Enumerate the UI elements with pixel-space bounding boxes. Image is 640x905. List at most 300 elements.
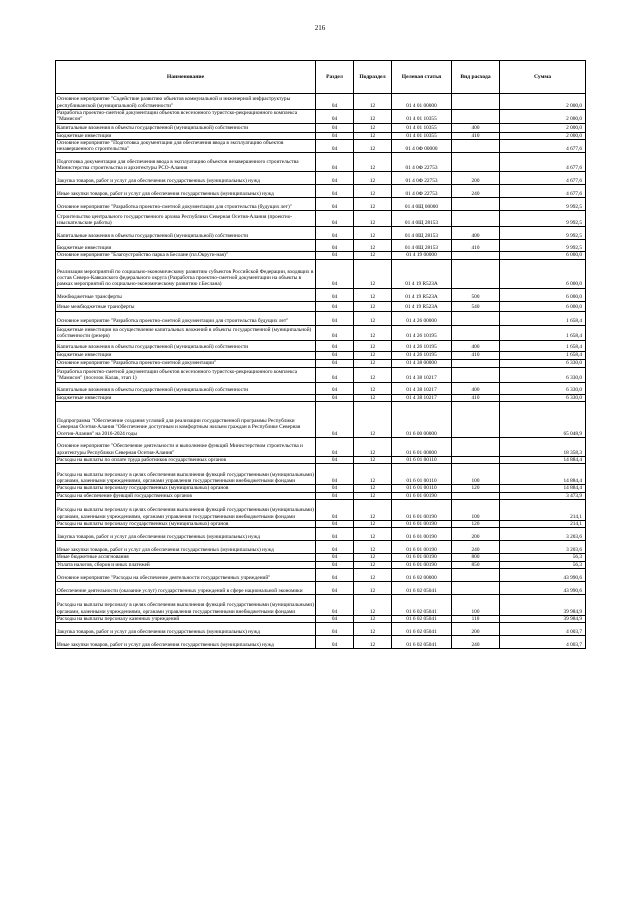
cell-razdel: 04 (316, 311, 354, 325)
cell-sum: 9 992,5 (500, 240, 586, 252)
cell-podrazdel: 12 (354, 402, 392, 438)
table-row (56, 110, 586, 124)
cell-expense-type (452, 311, 500, 325)
cell-target-article: 01 6 01 00110 (392, 485, 452, 492)
cell-target-article: 01 4 0Ф 00000 (392, 139, 452, 153)
cell-razdel: 04 (316, 301, 354, 311)
cell-expense-type (452, 492, 500, 499)
table-row (56, 594, 586, 615)
table-row (56, 528, 586, 541)
cell-sum: 6 330,0 (500, 382, 586, 394)
cell-razdel: 04 (316, 581, 354, 594)
cell-sum: 43 990,6 (500, 581, 586, 594)
cell-sum: 6 330,0 (500, 359, 586, 367)
page-number: 216 (314, 24, 326, 32)
cell-podrazdel: 12 (354, 301, 392, 311)
cell-sum: 214,1 (500, 520, 586, 527)
cell-name: Уплата налогов, сборов и иных платежей (56, 561, 316, 568)
cell-name: Бюджетные инвестиции (56, 394, 316, 401)
cell-expense-type: 120 (452, 520, 500, 527)
cell-name: Основное мероприятие "Благоустройство парка в Беслане (пл.Округи-ная)" (56, 252, 316, 259)
cell-razdel: 04 (316, 367, 354, 382)
cell-podrazdel: 12 (354, 172, 392, 185)
cell-name: Иные межбюджетные трансферты (56, 301, 316, 311)
header-name: Наименование (56, 61, 316, 94)
table-row (56, 185, 586, 198)
cell-target-article: 01 4 26 00000 (392, 311, 452, 325)
cell-sum: 39 984,9 (500, 615, 586, 622)
cell-target-article: 01 4 19 R523A (392, 259, 452, 288)
cell-razdel: 04 (316, 139, 354, 153)
cell-razdel: 04 (316, 402, 354, 438)
cell-sum: 6 330,0 (500, 367, 586, 382)
cell-target-article: 01 6 02 05041 (392, 581, 452, 594)
cell-sum: 6 000,0 (500, 252, 586, 259)
cell-podrazdel: 12 (354, 227, 392, 240)
cell-sum: 14 884,4 (500, 464, 586, 485)
header-podrazdel: Подраздел (354, 61, 392, 94)
cell-expense-type (452, 110, 500, 124)
table-body (56, 94, 586, 649)
cell-podrazdel: 12 (354, 568, 392, 581)
cell-expense-type (452, 359, 500, 367)
cell-podrazdel: 12 (354, 636, 392, 649)
cell-target-article: 01 4 19 R523A (392, 288, 452, 301)
table-row (56, 340, 586, 351)
cell-target-article: 01 6 01 00190 (392, 554, 452, 561)
cell-sum: 4 677,6 (500, 153, 586, 172)
cell-podrazdel: 12 (354, 211, 392, 227)
cell-expense-type (452, 198, 500, 211)
table-row (56, 132, 586, 139)
cell-sum: 9 992,5 (500, 198, 586, 211)
cell-razdel: 04 (316, 185, 354, 198)
cell-target-article: 01 4 19 R523A (392, 301, 452, 311)
cell-expense-type: 410 (452, 240, 500, 252)
cell-name: Подпрограмма "Обеспечение создания условий для реализации государственной программы Республики Северная Осетия-Алания "Обеспечение доступным и комфортным жильем граждан в Республике Северная Осетия-Алания" на 2016-2024 годы (56, 402, 316, 438)
cell-razdel: 04 (316, 325, 354, 340)
cell-name: Бюджетные инвестиции на осуществление капитальных вложений в объекты государственной (муниципальной) собственности (резерв) (56, 325, 316, 340)
cell-target-article: 01 6 02 05041 (392, 615, 452, 622)
cell-target-article: 01 6 00 00000 (392, 402, 452, 438)
table-row (56, 382, 586, 394)
cell-name: Основное мероприятие "Содействие развитию объектов коммунальной и инженерной инфраструктуры республиканской (муниципальной) собственности" (56, 94, 316, 110)
cell-razdel: 04 (316, 615, 354, 622)
cell-sum: 14 884,4 (500, 457, 586, 464)
cell-razdel: 04 (316, 464, 354, 485)
cell-target-article: 01 4 26 10195 (392, 325, 452, 340)
cell-expense-type (452, 252, 500, 259)
cell-podrazdel: 12 (354, 311, 392, 325)
cell-sum: 1 658,4 (500, 351, 586, 359)
table-row (56, 351, 586, 359)
cell-sum: 9 992,5 (500, 211, 586, 227)
cell-target-article: 01 4 0Щ 28153 (392, 240, 452, 252)
cell-expense-type (452, 457, 500, 464)
cell-razdel: 04 (316, 172, 354, 185)
cell-target-article: 01 6 01 00000 (392, 438, 452, 457)
cell-podrazdel: 12 (354, 581, 392, 594)
cell-sum: 6 000,0 (500, 301, 586, 311)
cell-sum: 4 677,6 (500, 185, 586, 198)
cell-expense-type (452, 581, 500, 594)
cell-podrazdel: 12 (354, 554, 392, 561)
cell-expense-type: 410 (452, 132, 500, 139)
cell-sum: 2 000,0 (500, 132, 586, 139)
cell-podrazdel: 12 (354, 499, 392, 520)
cell-expense-type (452, 402, 500, 438)
table-row (56, 394, 586, 401)
cell-sum: 1 658,4 (500, 311, 586, 325)
table-row (56, 198, 586, 211)
cell-expense-type: 240 (452, 541, 500, 554)
cell-name: Капитальные вложения в объекты государственной (муниципальной) собственности (56, 227, 316, 240)
cell-sum: 3 203,6 (500, 541, 586, 554)
cell-name: Обеспечение деятельности (оказание услуг) государственных учреждений в сфере национальной экономики (56, 581, 316, 594)
cell-name: Основное мероприятие "Разработка проектно-сметной документации для строительства (будущих лет)" (56, 198, 316, 211)
cell-podrazdel: 12 (354, 594, 392, 615)
table-row (56, 568, 586, 581)
cell-target-article: 01 6 01 00190 (392, 541, 452, 554)
cell-name: Реализация мероприятий по социально-экономическому развитию субъектов Российской Федерации, входящих в состав Северо-Кавказского федерального округа (Разработка проектно-сметной документации на объекты в рамках мероприятий по социально-экономическому развитию г.Беслана) (56, 259, 316, 288)
cell-expense-type (452, 259, 500, 288)
cell-sum: 43 990,6 (500, 568, 586, 581)
cell-expense-type: 200 (452, 528, 500, 541)
cell-name: Расходы на выплаты персоналу казенных учреждений (56, 615, 316, 622)
cell-target-article: 01 4 01 10355 (392, 123, 452, 132)
cell-podrazdel: 12 (354, 520, 392, 527)
cell-podrazdel: 12 (354, 288, 392, 301)
table-row (56, 457, 586, 464)
cell-sum: 6 000,0 (500, 259, 586, 288)
cell-podrazdel: 12 (354, 110, 392, 124)
table-row (56, 541, 586, 554)
cell-razdel: 04 (316, 541, 354, 554)
cell-name: Иные бюджетные ассигнования (56, 554, 316, 561)
cell-name: Расходы на выплаты персоналу в целях обеспечения выполнения функций государственными (муниципальными) органами, казенными учреждениями, органами управления государственными внебюджетными фондами (56, 464, 316, 485)
cell-razdel: 04 (316, 110, 354, 124)
cell-name: Подготовка документации для обеспечения ввода в эксплуатацию объектов незавершенного строительства Министерства строительства и архитектуры РСО-Алания (56, 153, 316, 172)
cell-sum: 14 884,4 (500, 485, 586, 492)
cell-razdel: 04 (316, 394, 354, 401)
cell-expense-type: 110 (452, 615, 500, 622)
table-row (56, 227, 586, 240)
table-row (56, 499, 586, 520)
cell-expense-type: 100 (452, 464, 500, 485)
table-row (56, 561, 586, 568)
cell-sum: 56,3 (500, 554, 586, 561)
cell-razdel: 04 (316, 153, 354, 172)
table-row (56, 288, 586, 301)
cell-sum: 2 000,0 (500, 123, 586, 132)
cell-podrazdel: 12 (354, 132, 392, 139)
table-row (56, 554, 586, 561)
cell-razdel: 04 (316, 636, 354, 649)
cell-expense-type: 240 (452, 636, 500, 649)
cell-expense-type: 120 (452, 485, 500, 492)
cell-name: Основное мероприятие "Расходы на обеспечение деятельности государственных учреждений" (56, 568, 316, 581)
cell-sum: 1 658,4 (500, 340, 586, 351)
cell-razdel: 04 (316, 492, 354, 499)
cell-expense-type (452, 211, 500, 227)
cell-expense-type: 200 (452, 623, 500, 636)
cell-razdel: 04 (316, 623, 354, 636)
table-row (56, 153, 586, 172)
cell-podrazdel: 12 (354, 259, 392, 288)
table-row (56, 464, 586, 485)
cell-podrazdel: 12 (354, 367, 392, 382)
cell-target-article: 01 4 38 10217 (392, 382, 452, 394)
table-row (56, 172, 586, 185)
table-row (56, 139, 586, 153)
cell-expense-type: 540 (452, 301, 500, 311)
cell-target-article: 01 6 01 00190 (392, 520, 452, 527)
cell-target-article: 01 6 01 00110 (392, 457, 452, 464)
cell-razdel: 04 (316, 359, 354, 367)
cell-razdel: 04 (316, 561, 354, 568)
cell-name: Межбюджетные трансферты (56, 288, 316, 301)
cell-target-article: 01 6 02 05041 (392, 594, 452, 615)
cell-podrazdel: 12 (354, 457, 392, 464)
cell-target-article: 01 4 0Ф 22753 (392, 172, 452, 185)
cell-name: Капитальные вложения в объекты государственной (муниципальной) собственности (56, 382, 316, 394)
cell-podrazdel: 12 (354, 485, 392, 492)
cell-expense-type: 410 (452, 394, 500, 401)
cell-name: Основное мероприятие "Обеспечение деятельности и выполнение функций Министерством строительства и архитектуры Республики Северная Осетия-Алания" (56, 438, 316, 457)
cell-expense-type (452, 325, 500, 340)
cell-podrazdel: 12 (354, 561, 392, 568)
cell-target-article: 01 6 01 00110 (392, 464, 452, 485)
cell-razdel: 04 (316, 528, 354, 541)
cell-razdel: 04 (316, 340, 354, 351)
cell-name: Иные закупки товаров, работ и услуг для обеспечения государственных (муниципальных) нужд (56, 541, 316, 554)
cell-target-article: 01 6 01 00190 (392, 528, 452, 541)
cell-target-article: 01 6 02 05041 (392, 636, 452, 649)
table-row (56, 615, 586, 622)
cell-podrazdel: 12 (354, 438, 392, 457)
cell-sum: 18 358,3 (500, 438, 586, 457)
cell-sum: 4 003,7 (500, 636, 586, 649)
cell-razdel: 04 (316, 568, 354, 581)
cell-razdel: 04 (316, 132, 354, 139)
cell-podrazdel: 12 (354, 325, 392, 340)
cell-expense-type: 400 (452, 227, 500, 240)
cell-expense-type: 410 (452, 351, 500, 359)
cell-sum: 6 330,0 (500, 394, 586, 401)
cell-razdel: 04 (316, 499, 354, 520)
cell-podrazdel: 12 (354, 252, 392, 259)
header-razdel: Раздел (316, 61, 354, 94)
cell-expense-type (452, 139, 500, 153)
cell-target-article: 01 4 0Щ 28153 (392, 227, 452, 240)
cell-podrazdel: 12 (354, 541, 392, 554)
cell-name: Расходы на обеспечение функций государственных органов (56, 492, 316, 499)
table-row (56, 252, 586, 259)
cell-podrazdel: 12 (354, 528, 392, 541)
header-row (56, 61, 586, 94)
cell-razdel: 04 (316, 94, 354, 110)
table-row (56, 301, 586, 311)
table-row (56, 623, 586, 636)
cell-expense-type: 400 (452, 340, 500, 351)
header-expense-type: Вид расхода (452, 61, 500, 94)
cell-target-article: 01 6 02 05041 (392, 623, 452, 636)
cell-target-article: 01 4 38 10217 (392, 394, 452, 401)
cell-podrazdel: 12 (354, 359, 392, 367)
cell-podrazdel: 12 (354, 94, 392, 110)
cell-sum: 3 473,9 (500, 492, 586, 499)
cell-razdel: 04 (316, 211, 354, 227)
table-row (56, 402, 586, 438)
cell-expense-type: 400 (452, 382, 500, 394)
cell-expense-type: 500 (452, 288, 500, 301)
table-row (56, 311, 586, 325)
table-row (56, 520, 586, 527)
cell-podrazdel: 12 (354, 351, 392, 359)
cell-target-article: 01 4 26 10195 (392, 351, 452, 359)
cell-razdel: 04 (316, 351, 354, 359)
cell-podrazdel: 12 (354, 615, 392, 622)
table-row (56, 211, 586, 227)
cell-name: Расходы на выплаты персоналу в целях обеспечения выполнения функций государственными (муниципальными) органами, казенными учреждениями, органами управления государственными внебюджетными фондами (56, 594, 316, 615)
cell-name: Закупка товаров, работ и услуг для обеспечения государственных (муниципальных) нужд (56, 623, 316, 636)
cell-razdel: 04 (316, 520, 354, 527)
cell-sum: 4 677,6 (500, 139, 586, 153)
cell-target-article: 01 6 01 00190 (392, 492, 452, 499)
cell-podrazdel: 12 (354, 198, 392, 211)
cell-target-article: 01 6 02 00000 (392, 568, 452, 581)
cell-sum: 2 000,0 (500, 110, 586, 124)
cell-target-article: 01 4 0Щ 28153 (392, 211, 452, 227)
table-row (56, 367, 586, 382)
cell-name: Расходы на выплаты по оплате труда работников государственных органов (56, 457, 316, 464)
cell-target-article: 01 4 0Ф 22753 (392, 185, 452, 198)
cell-podrazdel: 12 (354, 340, 392, 351)
cell-razdel: 04 (316, 252, 354, 259)
cell-razdel: 04 (316, 485, 354, 492)
cell-expense-type: 800 (452, 554, 500, 561)
cell-expense-type (452, 94, 500, 110)
cell-sum: 2 000,0 (500, 94, 586, 110)
cell-target-article: 01 4 26 10195 (392, 340, 452, 351)
cell-razdel: 04 (316, 438, 354, 457)
cell-podrazdel: 12 (354, 464, 392, 485)
cell-name: Бюджетные инвестиции (56, 240, 316, 252)
cell-name: Основное мероприятие "Разработка проектно-сметной документации для строительства будущих лет" (56, 311, 316, 325)
cell-expense-type (452, 438, 500, 457)
cell-name: Основное мероприятие "Разработка проектно-сметной документации" (56, 359, 316, 367)
cell-target-article: 01 4 01 10355 (392, 132, 452, 139)
cell-sum: 6 000,0 (500, 288, 586, 301)
cell-name: Бюджетные инвестиции (56, 351, 316, 359)
cell-razdel: 04 (316, 227, 354, 240)
cell-sum: 1 658,4 (500, 325, 586, 340)
table-row (56, 438, 586, 457)
cell-name: Иные закупки товаров, работ и услуг для обеспечения государственных (муниципальных) нужд (56, 185, 316, 198)
cell-razdel: 04 (316, 554, 354, 561)
cell-podrazdel: 12 (354, 139, 392, 153)
header-sum: Сумма (500, 61, 586, 94)
cell-expense-type (452, 153, 500, 172)
budget-table (55, 60, 586, 649)
cell-razdel: 04 (316, 123, 354, 132)
cell-target-article: 01 6 01 00190 (392, 561, 452, 568)
cell-name: Разработка проектно-сметной документации объектов всесезонного туристско-рекреационного комплекса "Мамисон" (56, 110, 316, 124)
cell-target-article: 01 4 19 00000 (392, 252, 452, 259)
cell-expense-type: 100 (452, 499, 500, 520)
table-row (56, 636, 586, 649)
cell-target-article: 01 4 0Щ 00000 (392, 198, 452, 211)
cell-name: Закупка товаров, работ и услуг для обеспечения государственных (муниципальных) нужд (56, 528, 316, 541)
cell-sum: 4 003,7 (500, 623, 586, 636)
cell-expense-type: 400 (452, 123, 500, 132)
cell-razdel: 04 (316, 288, 354, 301)
cell-razdel: 04 (316, 259, 354, 288)
cell-target-article: 01 6 01 00190 (392, 499, 452, 520)
cell-name: Закупка товаров, работ и услуг для обеспечения государственных (муниципальных) нужд (56, 172, 316, 185)
table-row (56, 259, 586, 288)
cell-razdel: 04 (316, 240, 354, 252)
table-row (56, 94, 586, 110)
cell-target-article: 01 4 01 00000 (392, 94, 452, 110)
table-row (56, 581, 586, 594)
table-row (56, 240, 586, 252)
cell-name: Капитальные вложения в объекты государственной (муниципальной) собственности (56, 123, 316, 132)
cell-podrazdel: 12 (354, 123, 392, 132)
cell-expense-type: 850 (452, 561, 500, 568)
cell-expense-type: 240 (452, 185, 500, 198)
cell-name: Основное мероприятие "Подготовка документации для обеспечения ввода в эксплуатацию объектов незавершенного строительства" (56, 139, 316, 153)
cell-sum: 9 992,5 (500, 227, 586, 240)
cell-podrazdel: 12 (354, 382, 392, 394)
cell-podrazdel: 12 (354, 492, 392, 499)
cell-target-article: 01 4 01 10355 (392, 110, 452, 124)
table-row (56, 485, 586, 492)
cell-expense-type (452, 367, 500, 382)
cell-podrazdel: 12 (354, 153, 392, 172)
cell-target-article: 01 4 38 10217 (392, 367, 452, 382)
cell-sum: 65 048,9 (500, 402, 586, 438)
cell-name: Расходы на выплаты персоналу государственных (муниципальных) органов (56, 520, 316, 527)
cell-expense-type: 200 (452, 172, 500, 185)
cell-expense-type (452, 568, 500, 581)
cell-sum: 39 984,9 (500, 594, 586, 615)
cell-podrazdel: 12 (354, 240, 392, 252)
cell-razdel: 04 (316, 198, 354, 211)
cell-podrazdel: 12 (354, 623, 392, 636)
cell-razdel: 04 (316, 594, 354, 615)
cell-sum: 3 203,6 (500, 528, 586, 541)
cell-razdel: 04 (316, 382, 354, 394)
cell-target-article: 01 4 38 00000 (392, 359, 452, 367)
cell-name: Строительство центрального государственного архива Республики Северная Осетия-Алания (проектно-изыскательские работы) (56, 211, 316, 227)
cell-expense-type: 100 (452, 594, 500, 615)
cell-target-article: 01 4 0Ф 22753 (392, 153, 452, 172)
cell-podrazdel: 12 (354, 394, 392, 401)
cell-name: Иные закупки товаров, работ и услуг для обеспечения государственных (муниципальных) нужд (56, 636, 316, 649)
cell-name: Расходы на выплаты персоналу в целях обеспечения выполнения функций государственными (муниципальными) органами, казенными учреждениями, органами управления государственными внебюджетными фондами (56, 499, 316, 520)
cell-sum: 56,3 (500, 561, 586, 568)
cell-razdel: 04 (316, 457, 354, 464)
cell-sum: 214,1 (500, 499, 586, 520)
cell-sum: 4 677,6 (500, 172, 586, 185)
header-target-article: Целевая статья (392, 61, 452, 94)
table-row (56, 492, 586, 499)
table-row (56, 359, 586, 367)
cell-name: Разработка проектно-сметной документации объектов всесезонного туристско-рекреационного комплекса "Мамисон" (поселок Калак, этап 1) (56, 367, 316, 382)
table-row (56, 325, 586, 340)
table-row (56, 123, 586, 132)
